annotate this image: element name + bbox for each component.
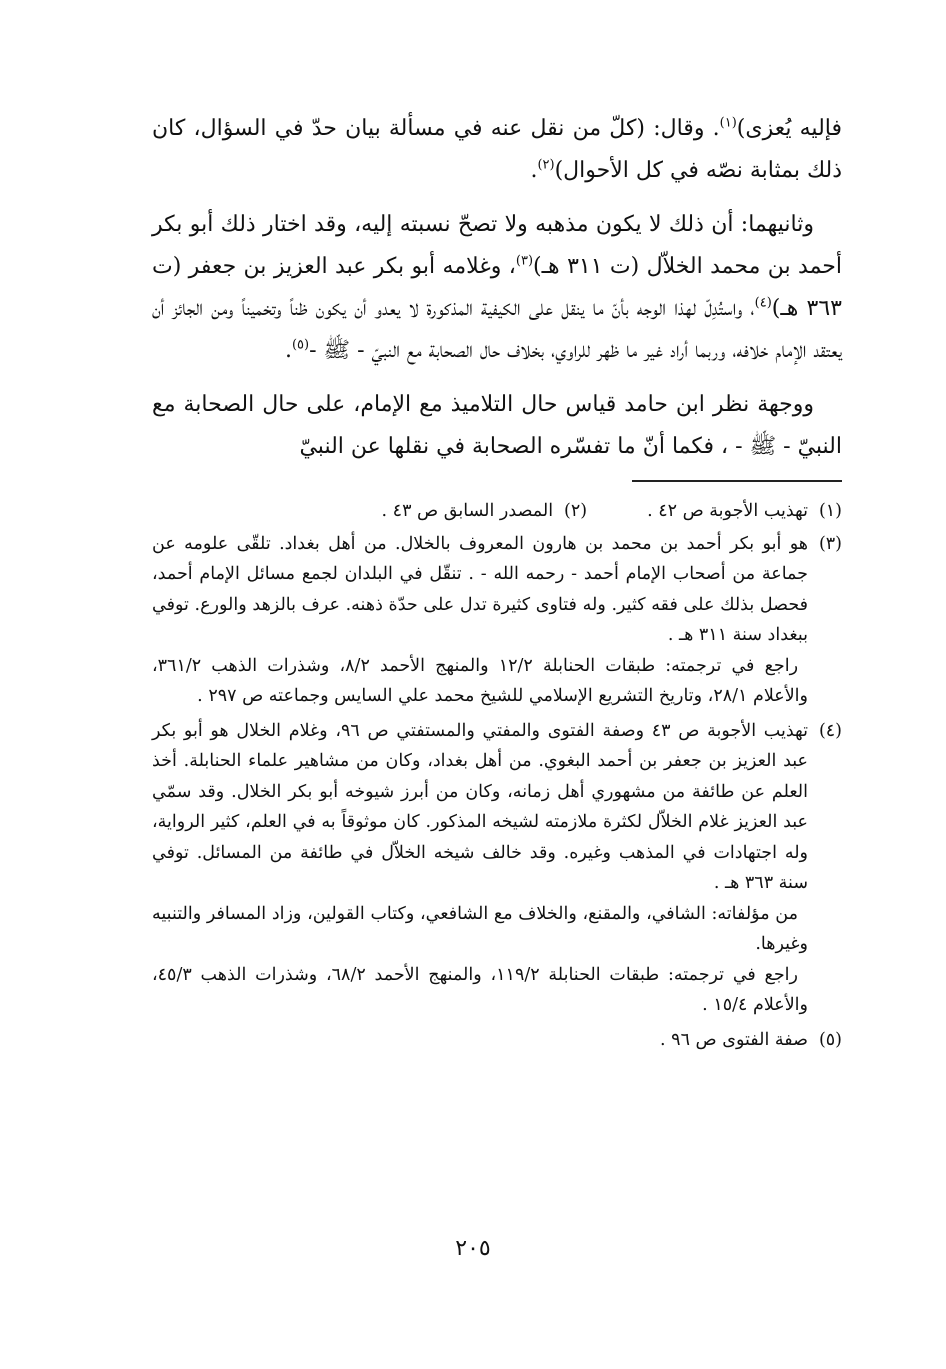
book-page — [152, 108, 842, 1059]
paragraph-2 — [152, 204, 842, 372]
paragraph-3: ووجهة نظر ابن حامد قياس حال التلاميذ مع الإمام، على حال الصحابة مع النبيّ - ﷺ - ، فكما أنّ ما تفسّره الصحابة في نقلها عن النبيّ — [152, 392, 842, 459]
paragraph-1-text-c: . — [530, 158, 538, 183]
paragraph-1-text-b: . وقال: (كلّ من نقل عنه في مسألة بيان حدّ في السؤال، كان ذلك بمثابة نصّه في كل الأحوال) — [152, 116, 842, 183]
page-number: ٢٠٥ — [455, 1236, 491, 1261]
paragraph-2-text-a: وثانيهما: أن ذلك لا يكون مذهبه ولا تصحّ نسبته إليه، وقد اختار ذلك أبو بكر أحمد بن محمد الخلاّل (ت ٣١١ هـ) — [152, 212, 843, 279]
footnote-separator — [632, 480, 842, 482]
footnotes — [152, 496, 842, 1055]
footnote-4-number: (٤) — [818, 720, 842, 741]
footnote-2-number: (٢) — [564, 501, 588, 521]
footnote-4-references: راجع في ترجمته: طبقات الحنابلة ١١٩/٢، والمنهج الأحمد ٦٨/٢، وشذرات الذهب ٤٥/٣، والأعلام ١٥/٤ . — [152, 964, 808, 1015]
paragraph-2-text-c: ، واستُدِلّ لهذا الوجه بأنّ ما ينقل على الكيفية المذكورة لا يعدو أن يكون ظناً وتخميناً ومن الجائز أن يعتقد الإمام خلافه، وربما أراد غير ما ظهر للراوي، بخلاف حال الصحابة مع النبيّ - ﷺ - — [152, 296, 842, 363]
footnote-3-text: هو أبو بكر أحمد بن محمد بن هارون المعروف بالخلال. من أهل بغداد. تلقّى علومه عن جماعة من أصحاب الإمام أحمد - رحمه الله - . تنقّل في البلدان لجمع مسائل الإمام أحمد، فحصل بذلك على فقه كثير. وله فتاوى كثيرة تدل على حدّة ذهنه. عرف بالزهد والورع. توفي ببغداد سنة ٣١١ هـ . — [152, 533, 808, 645]
footnote-1-text: تهذيب الأجوبة ص ٤٢ . — [647, 501, 808, 521]
footnote-ref-3: (٣) — [515, 253, 534, 269]
footnote-4-text: تهذيب الأجوبة ص ٤٣ وصفة الفتوى والمفتي والمستفتي ص ٩٦، وغلام الخلال هو أبو بكر عبد العزيز بن جعفر بن أحمد البغوي. من أهل بغداد، وكان من مشاهير علماء الحنابلة. أخذ العلم عن طائفة من مشهوري أهل زمانه، وكان من أبرز شيوخه أبو بكر الخلال. وقد سمّي عبد العزيز غلام الخلاّل لكثرة ملازمته لشيخه المذكور. كان موثوقاً به في العلم، كثير الرواية، وله اجتهادات في المذهب وغيره. وقد خالف شيخه الخلاّل في طائفة من المسائل. توفي سنة ٣٦٣ هـ . — [152, 720, 808, 893]
footnote-3-references: راجع في ترجمته: طبقات الحنابلة ١٢/٢ والمنهج الأحمد ٨/٢، وشذرات الذهب ٣٦١/٢، والأعلام ٢٨/١، وتاريخ التشريع الإسلامي للشيخ محمد علي السايس وجماعته ص ٢٩٧ . — [152, 655, 808, 706]
footnote-ref-1: (١) — [719, 115, 737, 131]
main-text — [152, 108, 842, 468]
footnote-3 — [152, 529, 842, 712]
footnote-4 — [152, 716, 842, 1021]
footnote-2 — [382, 496, 588, 527]
footnote-ref-4: (٤) — [754, 295, 772, 311]
footnote-ref-5: (٥) — [291, 337, 310, 353]
footnote-5 — [152, 1025, 842, 1056]
footnote-1-number: (١) — [818, 501, 842, 521]
footnote-3-number: (٣) — [818, 533, 842, 554]
paragraph-1-text-a: فإليه يُعزى) — [736, 116, 842, 141]
paragraph-1 — [152, 108, 842, 192]
footnote-5-number: (٥) — [818, 1029, 842, 1050]
footnote-4-works: من مؤلفاته: الشافي، والمقنع، والخلاف مع الشافعي، وكتاب القولين، وزاد المسافر والتنبيه وغيرها. — [152, 903, 808, 954]
paragraph-2-text-d: . — [284, 338, 292, 363]
footnote-ref-2: (٢) — [537, 157, 555, 173]
paragraph-2-text-b: ، وغلامه أبو بكر عبد العزيز بن جعفر (ت ٣٦٣ هـ) — [152, 254, 842, 321]
footnote-2-text: المصدر السابق ص ٤٣ . — [381, 501, 554, 521]
footnote-1 — [647, 496, 842, 527]
footnote-5-text: صفة الفتوى ص ٩٦ . — [660, 1029, 808, 1050]
footnotes-row-1-2 — [152, 496, 842, 527]
